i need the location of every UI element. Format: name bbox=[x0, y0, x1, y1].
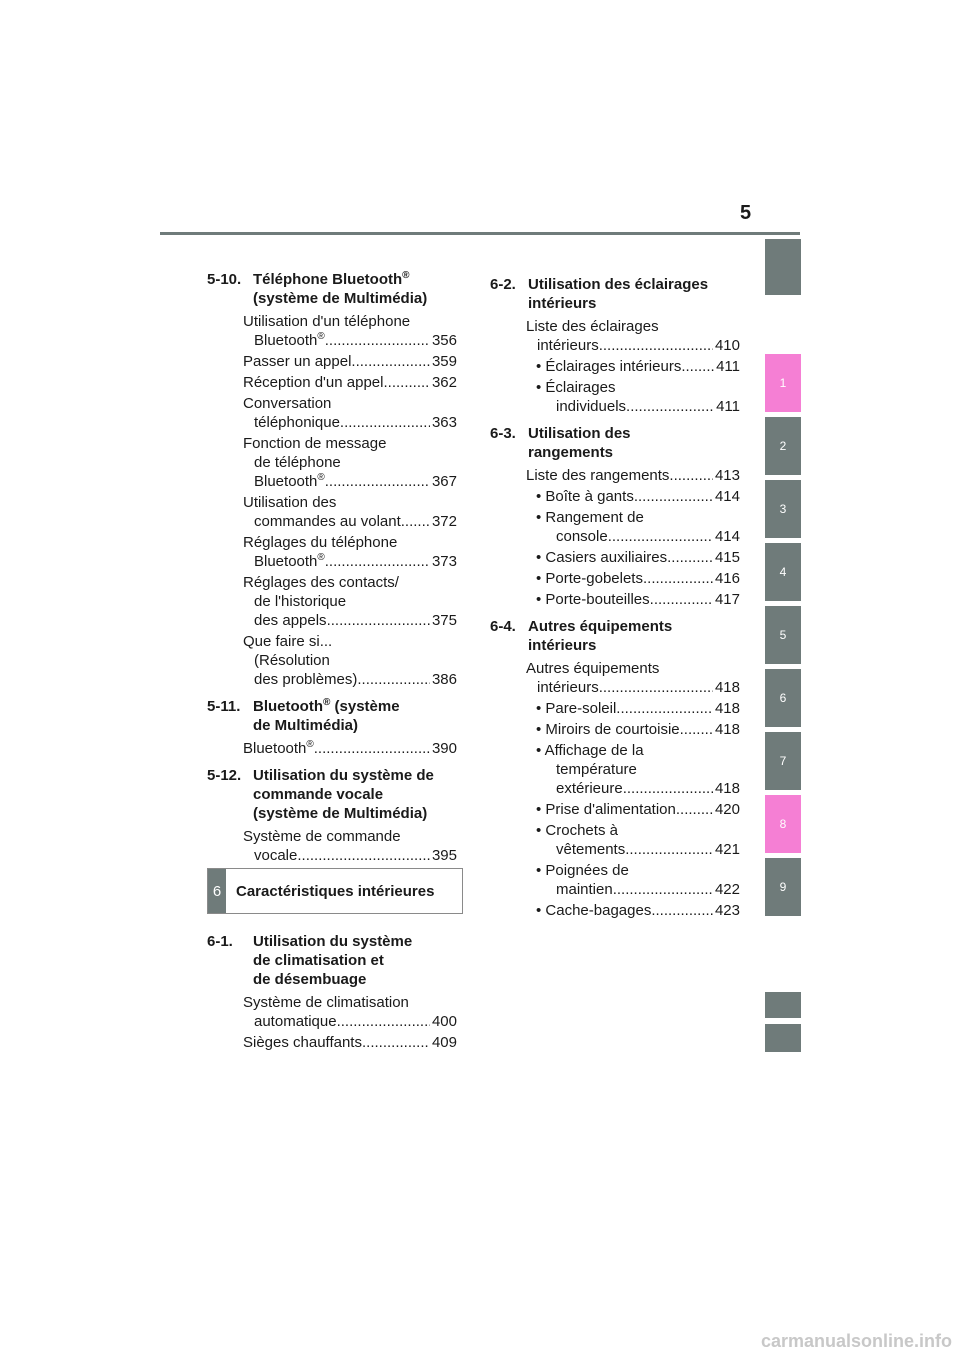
entry-label-cont: console bbox=[556, 528, 608, 545]
toc-subentry[interactable] bbox=[526, 487, 740, 506]
toc-entry[interactable] bbox=[243, 533, 457, 571]
page-ref: 372 bbox=[431, 513, 457, 530]
toc-subentry[interactable] bbox=[526, 901, 740, 920]
tab-8[interactable]: 8 bbox=[765, 795, 801, 853]
entry-label-cont: intérieurs bbox=[537, 337, 599, 354]
section-number: 6-1. bbox=[207, 933, 233, 950]
entry-label: Utilisation d'un téléphone bbox=[243, 313, 411, 330]
registered-mark: ® bbox=[306, 739, 314, 750]
section-title: Utilisation du système bbox=[253, 933, 413, 950]
toc-entry[interactable] bbox=[243, 827, 457, 865]
entry-label-cont: téléphonique bbox=[254, 414, 340, 431]
page-ref: 423 bbox=[714, 902, 740, 919]
toc-subentry[interactable] bbox=[526, 861, 740, 899]
toc-entry[interactable] bbox=[243, 573, 457, 630]
entry-label: Système de commande bbox=[243, 828, 401, 845]
toc-subentry[interactable] bbox=[526, 548, 740, 567]
entry-label-cont: de téléphone bbox=[254, 454, 341, 471]
toc-entry[interactable] bbox=[243, 493, 457, 531]
toc-entry[interactable] bbox=[243, 373, 457, 392]
tab-1[interactable]: 1 bbox=[765, 354, 801, 412]
tab-2[interactable]: 2 bbox=[765, 417, 801, 475]
entry-label: Réception d'un appel bbox=[243, 374, 384, 391]
tab-blank-index[interactable] bbox=[765, 992, 801, 1018]
registered-mark: ® bbox=[317, 552, 325, 563]
toc-entry[interactable] bbox=[243, 993, 457, 1031]
section-5-10[interactable] bbox=[207, 270, 457, 308]
toc-entry[interactable] bbox=[526, 317, 740, 355]
section-title: Utilisation des éclairages bbox=[528, 276, 709, 293]
page-ref: 356 bbox=[431, 332, 457, 349]
tab-6[interactable]: 6 bbox=[765, 669, 801, 727]
registered-mark: ® bbox=[317, 331, 325, 342]
section-6-1[interactable] bbox=[207, 932, 457, 989]
entry-label: Utilisation des bbox=[243, 494, 337, 511]
toc-entry[interactable] bbox=[243, 394, 457, 432]
page-ref: 362 bbox=[431, 374, 457, 391]
entry-label-cont: des problèmes) bbox=[254, 671, 358, 688]
entry-label: Que faire si... bbox=[243, 633, 333, 650]
section-title-cont: rangements bbox=[528, 444, 614, 461]
entry-label: • Pare-soleil bbox=[536, 700, 617, 717]
entry-label: • Boîte à gants bbox=[536, 488, 634, 505]
section-5-11[interactable] bbox=[207, 697, 457, 735]
entry-label: Liste des éclairages bbox=[526, 318, 659, 335]
toc-column-left-lower bbox=[207, 932, 457, 1054]
entry-label-cont: des appels bbox=[254, 612, 327, 629]
registered-mark: ® bbox=[317, 472, 325, 483]
page-ref: 418 bbox=[714, 700, 740, 717]
page-ref: 409 bbox=[431, 1034, 457, 1051]
section-number: 5-10. bbox=[207, 271, 242, 288]
entry-label: • Éclairages intérieurs bbox=[536, 358, 682, 375]
section-title-cont: (système de Multimédia) bbox=[253, 805, 428, 822]
page-ref: 417 bbox=[714, 591, 740, 608]
page-number: 5 bbox=[740, 202, 752, 224]
section-title: Utilisation du système de bbox=[253, 767, 434, 784]
section-title: Autres équipements bbox=[528, 618, 673, 635]
tab-9[interactable]: 9 bbox=[765, 858, 801, 916]
section-title: Téléphone Bluetooth bbox=[253, 271, 403, 288]
entry-label: • Rangement de bbox=[536, 509, 644, 526]
section-number: 6-4. bbox=[490, 618, 516, 635]
page-ref: 414 bbox=[714, 528, 740, 545]
entry-label: • Miroirs de courtoisie bbox=[536, 721, 680, 738]
page-ref: 363 bbox=[431, 414, 457, 431]
page-ref: 411 bbox=[716, 358, 740, 375]
section-title-cont: intérieurs bbox=[528, 295, 597, 312]
section-title: Bluetooth bbox=[253, 698, 323, 715]
entry-label: • Prise d'alimentation bbox=[536, 801, 676, 818]
toc-subentry[interactable] bbox=[526, 800, 740, 819]
section-5-12[interactable] bbox=[207, 766, 457, 823]
entry-label-cont: Bluetooth bbox=[254, 473, 318, 490]
entry-label: • Casiers auxiliaires bbox=[536, 549, 668, 566]
page-ref: 390 bbox=[431, 740, 457, 757]
tab-blank-last[interactable] bbox=[765, 1024, 801, 1052]
entry-label: • Cache-bagages bbox=[536, 902, 652, 919]
header-rule bbox=[160, 232, 800, 235]
section-title-cont: de désembuage bbox=[253, 971, 367, 988]
page-ref: 410 bbox=[714, 337, 740, 354]
tab-4[interactable]: 4 bbox=[765, 543, 801, 601]
page-ref: 386 bbox=[431, 671, 457, 688]
tab-5[interactable]: 5 bbox=[765, 606, 801, 664]
toc-entry[interactable] bbox=[243, 312, 457, 350]
entry-label-cont: vocale bbox=[254, 847, 298, 864]
page-ref: 418 bbox=[714, 780, 740, 797]
entry-label-cont: commandes au volant bbox=[254, 513, 401, 530]
section-title: (système bbox=[330, 698, 400, 715]
toc-subentry[interactable] bbox=[526, 378, 740, 416]
section-number: 5-12. bbox=[207, 767, 242, 784]
section-title-cont: (système de Multimédia) bbox=[253, 290, 428, 307]
page-ref: 395 bbox=[431, 847, 457, 864]
registered-mark: ® bbox=[402, 270, 410, 281]
page-ref: 400 bbox=[431, 1013, 457, 1030]
entry-label-cont: de l'historique bbox=[254, 593, 347, 610]
entry-label-cont: maintien bbox=[556, 881, 613, 898]
section-title-cont: intérieurs bbox=[528, 637, 597, 654]
section-title-cont: commande vocale bbox=[253, 786, 384, 803]
section-title-cont: de climatisation et bbox=[253, 952, 384, 969]
toc-subentry[interactable] bbox=[526, 357, 740, 376]
toc-subentry[interactable] bbox=[526, 741, 740, 798]
tab-7[interactable]: 7 bbox=[765, 732, 801, 790]
page-ref: 359 bbox=[431, 353, 457, 370]
chapter-number: 6 bbox=[208, 869, 226, 913]
entry-label: Sièges chauffants bbox=[243, 1034, 362, 1051]
entry-label: Passer un appel bbox=[243, 353, 352, 370]
section-6-3[interactable] bbox=[490, 424, 740, 462]
toc-entry[interactable] bbox=[243, 352, 457, 371]
page-ref: 421 bbox=[714, 841, 740, 858]
section-title-cont: de Multimédia) bbox=[253, 717, 359, 734]
page-ref: 418 bbox=[714, 721, 740, 738]
entry-label: • Poignées de bbox=[536, 862, 629, 879]
page-ref: 414 bbox=[714, 488, 740, 505]
page-ref: 373 bbox=[431, 553, 457, 570]
entry-label: Bluetooth bbox=[243, 740, 307, 757]
toc-subentry[interactable] bbox=[526, 821, 740, 859]
page-ref: 420 bbox=[714, 801, 740, 818]
tab-3[interactable]: 3 bbox=[765, 480, 801, 538]
entry-label: Système de climatisation bbox=[243, 994, 409, 1011]
page-ref: 415 bbox=[714, 549, 740, 566]
page-ref: 418 bbox=[714, 679, 740, 696]
toc-subentry[interactable] bbox=[526, 569, 740, 588]
section-number: 6-2. bbox=[490, 276, 516, 293]
entry-label: • Crochets à bbox=[536, 822, 618, 839]
toc-subentry[interactable] bbox=[526, 720, 740, 739]
entry-label-cont: Bluetooth bbox=[254, 332, 318, 349]
toc-entry[interactable] bbox=[243, 739, 457, 758]
entry-label: • Porte-bouteilles bbox=[536, 591, 650, 608]
entry-label-cont: intérieurs bbox=[537, 679, 599, 696]
entry-label: Liste des rangements bbox=[526, 467, 670, 484]
page-ref: 375 bbox=[431, 612, 457, 629]
page-ref: 422 bbox=[714, 881, 740, 898]
page-ref: 416 bbox=[714, 570, 740, 587]
entry-label: Autres équipements bbox=[526, 660, 660, 677]
entry-label-cont: extérieure bbox=[556, 780, 623, 797]
section-6-4[interactable] bbox=[490, 617, 740, 655]
toc-entry[interactable] bbox=[526, 466, 740, 485]
entry-label: • Porte-gobelets bbox=[536, 570, 643, 587]
page-ref: 367 bbox=[431, 473, 457, 490]
tab-blank-top[interactable] bbox=[765, 239, 801, 295]
toc-subentry[interactable] bbox=[526, 699, 740, 718]
entry-label: Réglages des contacts/ bbox=[243, 574, 399, 591]
page-ref: 411 bbox=[716, 398, 740, 415]
toc-entry[interactable] bbox=[526, 659, 740, 697]
registered-mark: ® bbox=[322, 697, 331, 708]
toc-entry[interactable] bbox=[243, 434, 457, 491]
watermark: carmanualsonline.info bbox=[760, 1331, 952, 1351]
toc-column-right bbox=[490, 275, 740, 922]
entry-label: • Affichage de la bbox=[536, 742, 644, 759]
entry-label: Fonction de message bbox=[243, 435, 387, 452]
entry-label: Réglages du téléphone bbox=[243, 534, 398, 551]
page-ref: 413 bbox=[714, 467, 740, 484]
toc-entry[interactable] bbox=[243, 1033, 457, 1052]
entry-label-cont: Bluetooth bbox=[254, 553, 318, 570]
section-6-2[interactable] bbox=[490, 275, 740, 313]
toc-column-left bbox=[207, 270, 457, 867]
entry-label-cont: température bbox=[556, 761, 637, 778]
chapter-heading-box bbox=[207, 868, 463, 914]
entry-label-cont: (Résolution bbox=[254, 652, 330, 669]
toc-subentry[interactable] bbox=[526, 590, 740, 609]
section-number: 5-11. bbox=[207, 698, 241, 715]
entry-label-cont: individuels bbox=[556, 398, 627, 415]
section-title: Utilisation des bbox=[528, 425, 631, 442]
entry-label: Conversation bbox=[243, 395, 332, 412]
toc-entry[interactable] bbox=[243, 632, 457, 689]
chapter-title: Caractéristiques intérieures bbox=[236, 882, 435, 900]
entry-label: • Éclairages bbox=[536, 379, 616, 396]
entry-label-cont: vêtements bbox=[556, 841, 626, 858]
toc-subentry[interactable] bbox=[526, 508, 740, 546]
section-number: 6-3. bbox=[490, 425, 516, 442]
entry-label-cont: automatique bbox=[254, 1013, 337, 1030]
